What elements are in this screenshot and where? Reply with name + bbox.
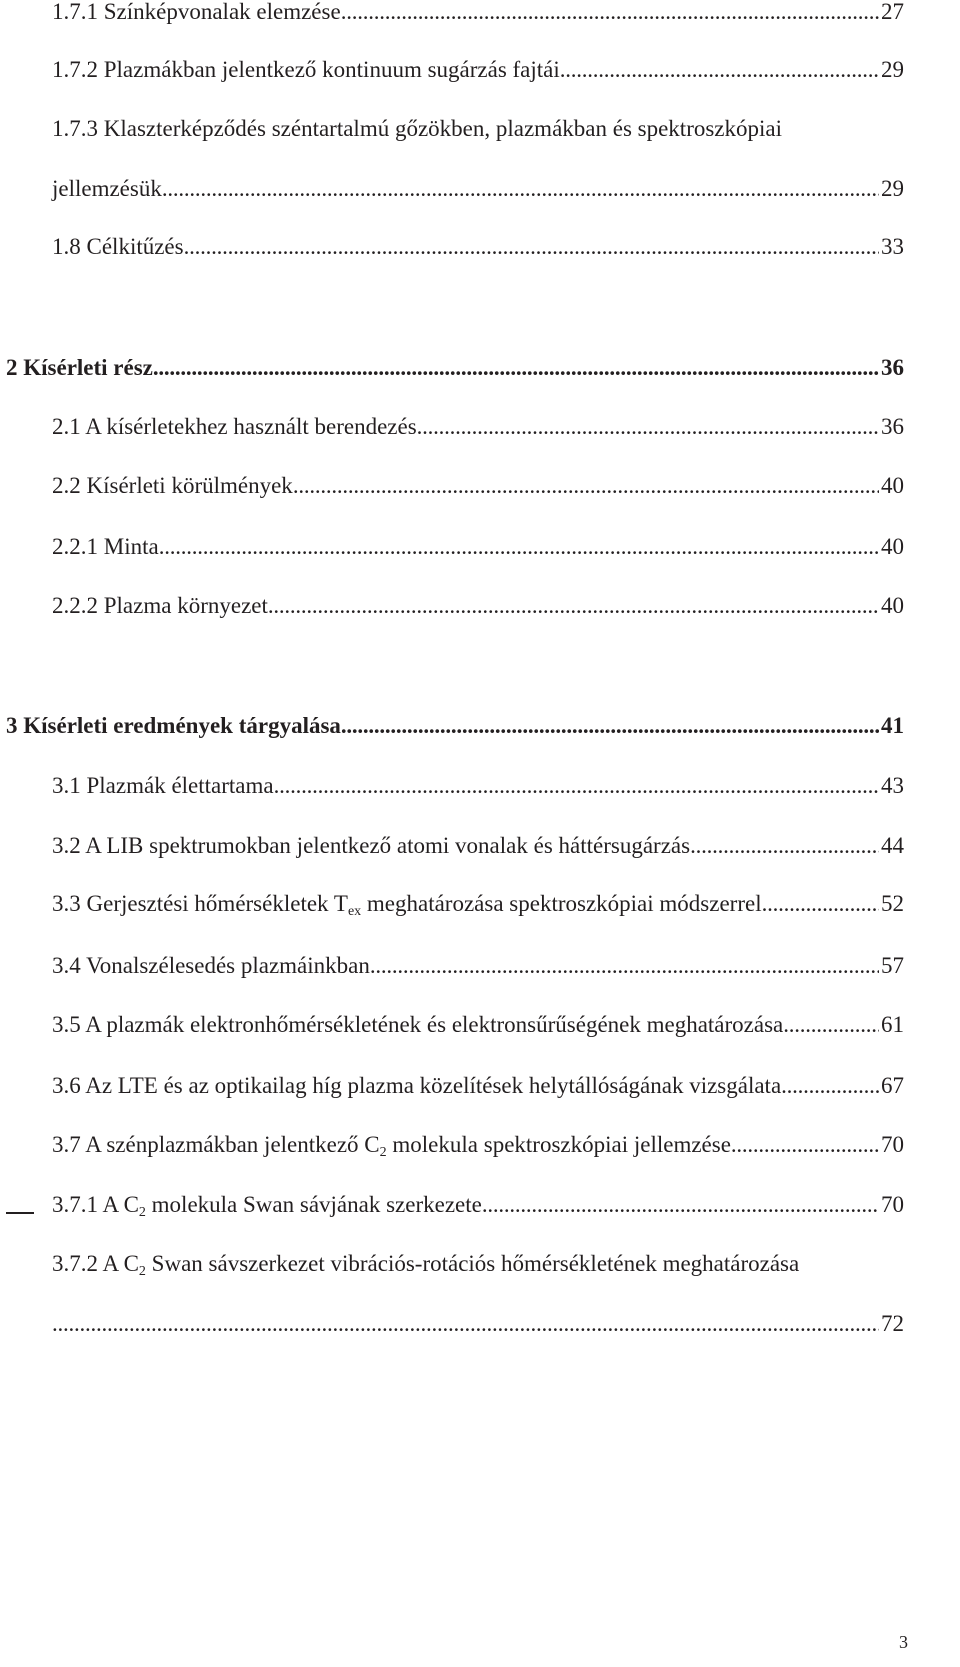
toc-entry-title-line: 1.7.3 Klaszterképződés széntartalmú gőzökben, plazmákban és spektroszkópiai [52, 116, 783, 141]
toc-leader-dots [153, 354, 879, 382]
toc-leader-dots [52, 1310, 879, 1338]
toc-entry-page: 29 [881, 176, 904, 201]
toc-entry-page: 57 [881, 953, 904, 978]
toc-chapter-entry[interactable] [6, 712, 904, 740]
toc-entry-page: 67 [881, 1073, 904, 1098]
toc-entry-title: jellemzésük [52, 176, 162, 201]
toc-entry[interactable] [52, 1131, 904, 1167]
toc-entry-title: 1.7.2 Plazmákban jelentkező kontinuum sugárzás fajtái [52, 57, 560, 82]
toc-entry-title: 2.1 A kísérletekhez használt berendezés [52, 414, 417, 439]
toc-entry-title [52, 1131, 731, 1167]
toc-leader-dots [162, 175, 879, 203]
toc-leader-dots [184, 233, 879, 261]
toc-entry[interactable] [52, 175, 904, 203]
toc-entry-page: 70 [881, 1132, 904, 1157]
toc-leader-dots [482, 1191, 879, 1219]
toc-entry-page: 29 [881, 57, 904, 82]
toc-leader-dots [293, 472, 879, 500]
toc-leader-dots [159, 533, 879, 561]
toc-entry[interactable] [52, 413, 904, 441]
toc-entry-page: 43 [881, 773, 904, 798]
toc-entry[interactable] [52, 592, 904, 620]
toc-entry[interactable] [52, 952, 904, 980]
toc-entry-page: 52 [881, 891, 904, 916]
toc-entry-title-part: Swan sávszerkezet vibrációs-rotációs hőmérsékletének meghatározása [145, 1251, 800, 1276]
toc-leader-dots [783, 1011, 879, 1039]
toc-entry[interactable] [52, 832, 904, 860]
toc-chapter-entry[interactable] [6, 354, 904, 382]
toc-leader-dots [268, 592, 879, 620]
toc-entry-title-line [52, 1250, 799, 1286]
toc-leader-dots [341, 712, 879, 740]
toc-leader-dots [560, 56, 879, 84]
toc-entry[interactable] [52, 472, 904, 500]
toc-entry-page: 70 [881, 1192, 904, 1217]
toc-entry-title-part: 3.7 A szénplazmákban jelentkező C [52, 1132, 380, 1157]
toc-entry[interactable] [52, 890, 904, 926]
toc-entry-page: 40 [881, 534, 904, 559]
toc-entry-page: 36 [881, 414, 904, 439]
toc-entry-page: 72 [881, 1311, 904, 1336]
toc-entry[interactable] [52, 233, 904, 261]
toc-leader-dots [341, 0, 879, 26]
toc-entry-title: 1.7.1 Színképvonalak elemzése [52, 0, 341, 24]
toc-entry[interactable] [52, 1072, 904, 1100]
toc-entry-page: 40 [881, 593, 904, 618]
toc-entry-page: 36 [881, 355, 904, 380]
toc-entry-title [52, 890, 762, 926]
toc-entry-title: 2 Kísérleti rész [6, 355, 153, 380]
toc-entry[interactable] [52, 0, 904, 26]
underscore-mark [6, 1212, 34, 1214]
toc-entry-title: 3.6 Az LTE és az optikailag híg plazma közelítések helytállóságának vizsgálata [52, 1073, 782, 1098]
toc-entry-page: 44 [881, 833, 904, 858]
subscript: 2 [379, 1145, 387, 1160]
toc-leader-dots [762, 890, 879, 918]
toc-entry-page: 40 [881, 473, 904, 498]
toc-entry-page: 41 [881, 713, 904, 738]
toc-entry[interactable] [52, 1310, 904, 1338]
toc-entry[interactable] [52, 1011, 904, 1039]
toc-leader-dots [370, 952, 879, 980]
toc-entry[interactable] [52, 56, 904, 84]
toc-entry-title: 3 Kísérleti eredmények tárgyalása [6, 713, 341, 738]
subscript: ex [347, 904, 362, 919]
toc-leader-dots [690, 832, 879, 860]
toc-leader-dots [417, 413, 879, 441]
toc-entry-title-part: 3.7.2 A C [52, 1251, 139, 1276]
toc-entry-title-part: 3.7.1 A C [52, 1192, 139, 1217]
toc-leader-dots [274, 772, 879, 800]
toc-entry[interactable] [52, 1191, 904, 1227]
toc-entry-title: 2.2.2 Plazma környezet [52, 593, 268, 618]
toc-entry-title: 2.2 Kísérleti körülmények [52, 473, 293, 498]
toc-entry-title: 2.2.1 Minta [52, 534, 159, 559]
toc-entry-page: 33 [881, 234, 904, 259]
subscript: 2 [138, 1264, 146, 1279]
toc-entry[interactable] [52, 533, 904, 561]
toc-entry-title [52, 1191, 482, 1227]
toc-entry-title-part: 3.3 Gerjesztési hőmérsékletek T [52, 891, 348, 916]
toc-entry-title: 3.1 Plazmák élettartama [52, 773, 274, 798]
toc-leader-dots [731, 1131, 879, 1159]
toc-entry-title: 1.8 Célkitűzés [52, 234, 184, 259]
page-number: 3 [899, 1632, 908, 1652]
toc-entry-title: 3.5 A plazmák elektronhőmérsékletének és elektronsűrűségének meghatározása [52, 1012, 784, 1037]
toc-entry-title-part: molekula Swan sávjának szerkezete [145, 1192, 482, 1217]
toc-entry-title-part: molekula spektroszkópiai jellemzése [386, 1132, 731, 1157]
toc-leader-dots [781, 1072, 879, 1100]
toc-entry-page: 27 [881, 0, 904, 24]
toc-entry-page: 61 [881, 1012, 904, 1037]
toc-entry-title: 3.4 Vonalszélesedés plazmáinkban [52, 953, 370, 978]
toc-entry-title-part: meghatározása spektroszkópiai módszerrel [361, 891, 762, 916]
subscript: 2 [138, 1205, 146, 1220]
toc-entry-title: 3.2 A LIB spektrumokban jelentkező atomi vonalak és háttérsugárzás [52, 833, 691, 858]
toc-entry[interactable] [52, 772, 904, 800]
